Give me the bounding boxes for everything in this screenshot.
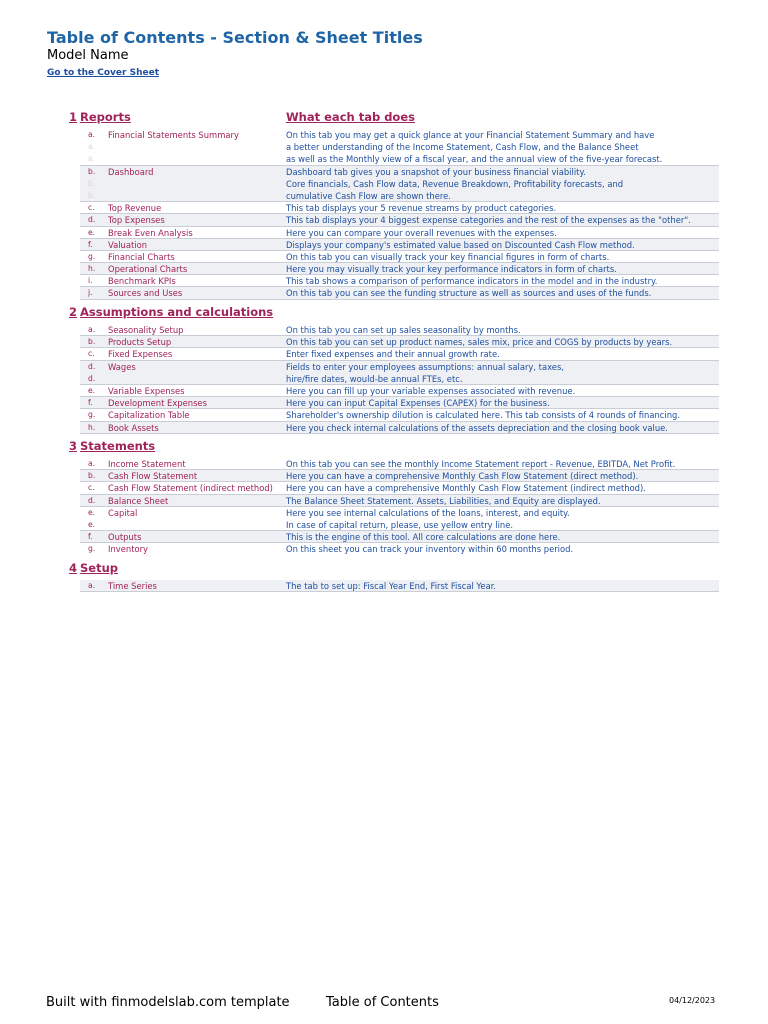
row-letter: f. <box>88 239 93 249</box>
row-letter: a. <box>88 325 96 334</box>
sheet-description: Enter fixed expenses and their annual growth rate. <box>286 349 500 360</box>
table-row <box>0 190 768 202</box>
row-letter: h. <box>88 422 96 432</box>
table-row <box>0 141 768 153</box>
page-title: Table of Contents - Section & Sheet Titles <box>47 28 423 47</box>
row-letter: f. <box>88 398 93 408</box>
table-row <box>0 166 768 178</box>
sheet-description: This tab shows a comparison of performance indicators in the model and in the industry. <box>286 276 658 287</box>
section-title-link[interactable]: Reports <box>80 110 131 124</box>
row-letter: e. <box>88 227 96 237</box>
sheet-description: This is the engine of this tool. All core calculations are done here. <box>286 532 561 543</box>
row-letter: d. <box>88 215 96 225</box>
cover-sheet-link[interactable]: Go to the Cover Sheet <box>47 68 159 78</box>
section-title-link[interactable]: Setup <box>80 561 118 575</box>
sheet-description: In case of capital return, please, use yellow entry line. <box>286 519 514 530</box>
section-header <box>0 305 768 320</box>
section-rows <box>0 129 768 300</box>
table-row <box>0 543 768 555</box>
section-header <box>0 110 768 125</box>
sheet-link[interactable]: Outputs <box>108 532 142 543</box>
section-rows <box>0 580 768 592</box>
table-row <box>0 385 768 397</box>
sheet-link[interactable]: Development Expenses <box>108 398 207 409</box>
section-number: 3 <box>69 439 78 453</box>
table-row <box>0 482 768 494</box>
model-name: Model Name <box>47 48 129 63</box>
footer-date: 04/12/2023 <box>669 996 716 1005</box>
sheet-link[interactable]: Fixed Expenses <box>108 349 173 360</box>
table-row <box>0 275 768 287</box>
sheet-link[interactable]: Sources and Uses <box>108 288 183 299</box>
row-letter: b. <box>88 178 96 188</box>
table-row <box>0 519 768 531</box>
sheet-link[interactable]: Variable Expenses <box>108 385 185 396</box>
sheet-link[interactable]: Book Assets <box>108 422 159 433</box>
table-row <box>0 336 768 348</box>
sheet-description: The tab to set up: Fiscal Year End, First Fiscal Year. <box>286 581 497 591</box>
sheet-link[interactable]: Cash Flow Statement <box>108 471 198 482</box>
sheet-description: On this sheet you can track your inventory within 60 months period. <box>286 544 574 555</box>
sheet-description: Fields to enter your employees assumptions: annual salary, taxes, <box>286 361 564 372</box>
sheet-description: Here you can have a comprehensive Monthly Cash Flow Statement (indirect method). <box>286 483 646 494</box>
sheet-description: This tab displays your 5 revenue streams by product categories. <box>286 203 557 214</box>
section-number: 1 <box>69 110 78 124</box>
section-4 <box>0 561 768 592</box>
row-letter: b. <box>88 190 96 200</box>
table-row <box>0 409 768 421</box>
sheet-description: Shareholder's ownership dilution is calculated here. This tab consists of 4 rounds of financing. <box>286 410 681 421</box>
sheet-description: Here you may visually track your key performance indicators in form of charts. <box>286 264 617 275</box>
sheet-description: On this tab you can visually track your key financial figures in form of charts. <box>286 251 610 262</box>
section-3 <box>0 439 768 556</box>
sheet-description: cumulative Cash Flow are shown there. <box>286 190 451 201</box>
sheet-link[interactable]: Cash Flow Statement (indirect method) <box>108 483 273 494</box>
table-row <box>0 227 768 239</box>
table-row <box>0 470 768 482</box>
row-letter: b. <box>88 337 96 347</box>
sheet-description: Displays your company's estimated value based on Discounted Cash Flow method. <box>286 239 635 250</box>
section-1 <box>0 110 768 300</box>
table-row <box>0 361 768 373</box>
sheet-description: Core financials, Cash Flow data, Revenue Breakdown, Profitability forecasts, and <box>286 178 624 189</box>
table-row <box>0 507 768 519</box>
table-row <box>0 214 768 226</box>
table-row <box>0 239 768 251</box>
sheet-link[interactable]: Capital <box>108 507 138 518</box>
sheet-description: On this tab you can set up sales seasonality by months. <box>286 325 521 335</box>
sheet-description: as well as the Monthly view of a fiscal year, and the annual view of the five-year forecast. <box>286 154 663 165</box>
section-number: 4 <box>69 561 78 575</box>
sheet-link[interactable]: Inventory <box>108 544 149 555</box>
section-rows <box>0 324 768 434</box>
row-letter: a. <box>88 581 96 590</box>
sheet-link[interactable]: Balance Sheet <box>108 495 169 506</box>
footer-credit: Built with finmodelslab.com template <box>46 995 290 1010</box>
row-letter: e. <box>88 385 96 395</box>
sheet-link[interactable]: Time Series <box>108 581 157 591</box>
row-letter: d. <box>88 373 96 383</box>
sheet-description: This tab displays your 4 biggest expense categories and the rest of the expenses as the "other". <box>286 215 691 226</box>
sheet-link[interactable]: Break Even Analysis <box>108 227 193 238</box>
table-row <box>0 178 768 190</box>
sheet-description: Here you can fill up your variable expenses associated with revenue. <box>286 385 576 396</box>
sheet-description: On this tab you can see the funding structure as well as sources and uses of the funds. <box>286 288 652 299</box>
sheet-link[interactable]: Seasonality Setup <box>108 325 184 335</box>
sheet-link[interactable]: Operational Charts <box>108 264 188 275</box>
sheet-description: The Balance Sheet Statement. Assets, Liabilities, and Equity are displayed. <box>286 495 601 506</box>
table-row <box>0 495 768 507</box>
column-header-description: What each tab does <box>286 110 415 124</box>
sheet-description: Here you see internal calculations of the loans, interest, and equity. <box>286 507 570 518</box>
sheet-link[interactable]: Wages <box>108 361 136 372</box>
sheet-description: Here you can have a comprehensive Monthly Cash Flow Statement (direct method). <box>286 471 639 482</box>
sheet-link[interactable]: Top Revenue <box>108 203 162 214</box>
sheet-link[interactable]: Valuation <box>108 239 148 250</box>
sheet-link[interactable]: Financial Statements Summary <box>108 130 239 140</box>
sheet-description: On this tab you can set up product names, sales mix, price and COGS by products by years. <box>286 337 673 348</box>
row-letter: f. <box>88 532 93 542</box>
table-row <box>0 422 768 434</box>
row-letter: g. <box>88 410 96 420</box>
section-2 <box>0 305 768 434</box>
row-letter: c. <box>88 483 95 493</box>
section-number: 2 <box>69 305 78 319</box>
row-letter: a. <box>88 130 96 139</box>
row-letter: i. <box>88 276 93 286</box>
table-row <box>0 348 768 360</box>
row-letter: g. <box>88 544 96 554</box>
row-letter: c. <box>88 349 95 359</box>
table-row <box>0 263 768 275</box>
sheet-description: Here you can compare your overall revenues with the expenses. <box>286 227 557 238</box>
row-letter: h. <box>88 264 96 274</box>
table-row <box>0 287 768 299</box>
sheet-description: hire/fire dates, would-be annual FTEs, etc. <box>286 373 463 384</box>
table-row <box>0 531 768 543</box>
table-row <box>0 202 768 214</box>
row-letter: j. <box>88 288 93 298</box>
row-letter: e. <box>88 507 96 517</box>
sheet-link[interactable]: Benchmark KPIs <box>108 276 176 287</box>
table-row <box>0 324 768 336</box>
section-title-link[interactable]: Statements <box>80 439 156 453</box>
section-title-link[interactable]: Assumptions and calculations <box>80 305 274 319</box>
sheet-link[interactable]: Income Statement <box>108 459 186 469</box>
table-row <box>0 373 768 385</box>
sheet-description: a better understanding of the Income Statement, Cash Flow, and the Balance Sheet <box>286 142 639 153</box>
table-row <box>0 129 768 141</box>
row-letter: a. <box>88 459 96 468</box>
row-letter: e. <box>88 519 96 529</box>
table-row <box>0 251 768 263</box>
sheet-description: Here you can input Capital Expenses (CAPEX) for the business. <box>286 398 550 409</box>
row-letter: b. <box>88 471 96 481</box>
section-header <box>0 561 768 576</box>
row-letter: c. <box>88 203 95 213</box>
table-row <box>0 397 768 409</box>
footer-sheet-name: Table of Contents <box>326 995 439 1010</box>
row-letter: b. <box>88 166 96 176</box>
sheet-link[interactable]: Products Setup <box>108 337 172 348</box>
sheet-description: On this tab you may get a quick glance at your Financial Statement Summary and have <box>286 130 655 140</box>
row-letter: a. <box>88 142 96 152</box>
table-row <box>0 580 768 592</box>
sheet-description: Here you check internal calculations of the assets depreciation and the closing book value. <box>286 422 668 433</box>
row-letter: g. <box>88 251 96 261</box>
sheet-link[interactable]: Capitalization Table <box>108 410 190 421</box>
section-rows <box>0 458 768 556</box>
sheet-link[interactable]: Top Expenses <box>108 215 165 226</box>
row-letter: d. <box>88 495 96 505</box>
row-letter: d. <box>88 361 96 371</box>
sheet-link[interactable]: Financial Charts <box>108 251 175 262</box>
row-letter: a. <box>88 154 96 164</box>
sheet-description: Dashboard tab gives you a snapshot of your business financial viability. <box>286 166 586 177</box>
sheet-link[interactable]: Dashboard <box>108 166 154 177</box>
sheet-description: On this tab you can see the monthly Income Statement report - Revenue, EBITDA, Net Profit. <box>286 459 676 469</box>
table-row <box>0 458 768 470</box>
section-header <box>0 439 768 454</box>
table-row <box>0 153 768 165</box>
